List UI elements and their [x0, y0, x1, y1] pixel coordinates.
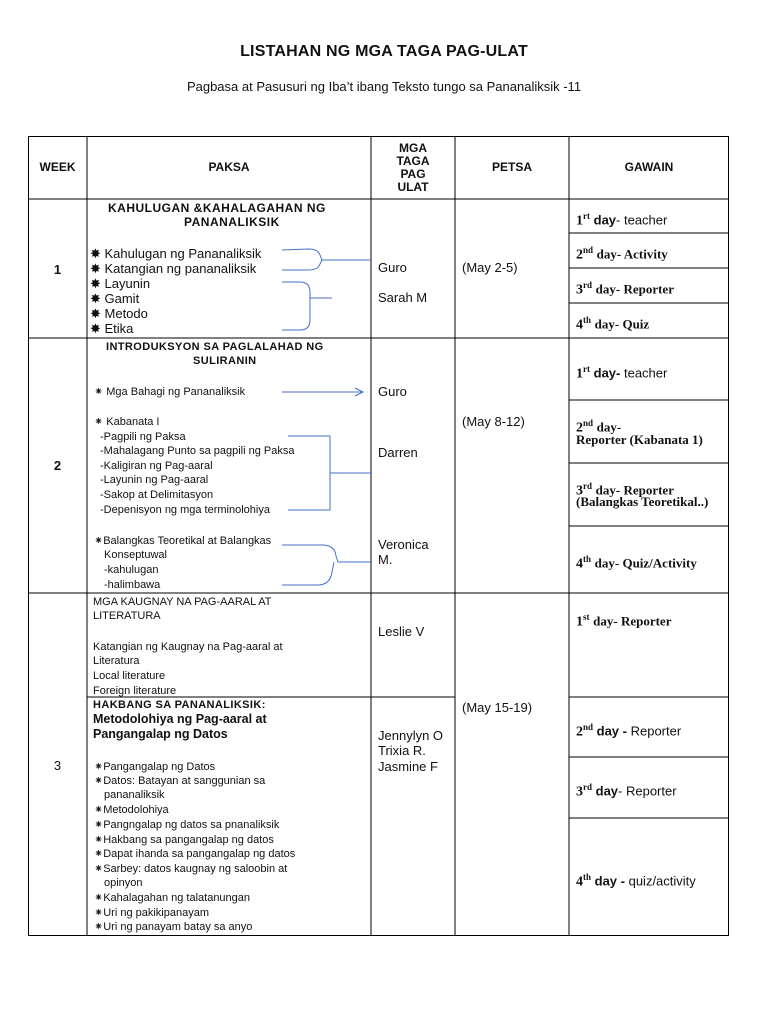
- topic-line: Literatura: [93, 655, 140, 667]
- topic-heading: KAHULUGAN &KAHALAGAHAN NG: [108, 201, 326, 215]
- topic-line: -Depenisyon ng mga terminolohiya: [100, 504, 270, 516]
- day-suffix: rd: [583, 481, 592, 491]
- list-item: ✸ Layunin: [90, 276, 151, 291]
- gawain-day-1: [576, 208, 667, 229]
- header-petsa: PETSA: [491, 160, 532, 174]
- list-item: ✸ Kahulugan ng Pananaliksik: [90, 246, 262, 261]
- topic-line: -halimbawa: [104, 579, 161, 591]
- topic-heading: PANANALIKSIK: [184, 215, 280, 229]
- gawain-day-1: [576, 609, 671, 630]
- day-task: - Reporter: [615, 482, 674, 498]
- topic-line: LITERATURA: [93, 610, 161, 622]
- header-taga-line: PAG: [400, 166, 426, 181]
- list-item: ✸ Metodo: [90, 306, 148, 321]
- gawain-day-3: [576, 779, 677, 800]
- topic-line: ⁕Dapat ihanda sa pangangalap ng datos: [94, 848, 296, 860]
- topic-line: Local literature: [93, 670, 166, 682]
- day-task: - Quiz: [614, 316, 650, 332]
- week-number: 3: [53, 758, 62, 773]
- topic-line: -Kaligiran ng Pag-aaral: [100, 460, 213, 472]
- gawain-day-4: [576, 312, 649, 333]
- reporter-name: M.: [378, 552, 393, 567]
- reporter-name: Jasmine F: [378, 759, 438, 774]
- day-word: day: [593, 212, 617, 228]
- topic-line: ⁕Balangkas Teoretikal at Balangkas: [94, 535, 272, 547]
- week-number: 2: [53, 458, 62, 473]
- header-paksa: PAKSA: [208, 160, 250, 174]
- topic-line: Konseptuwal: [104, 549, 167, 561]
- day-number: 3: [576, 784, 583, 800]
- day-number: 4: [576, 556, 583, 572]
- topic-line: ⁕Kahalagahan ng talatanungan: [94, 892, 251, 904]
- day-word: day -: [596, 723, 627, 739]
- document-subtitle: Pagbasa at Pasusuri ng Iba’t ibang Teksto tungo sa Pananaliksik -11: [186, 79, 582, 94]
- topic-line: ⁕Sarbey: datos kaugnay ng saloobin at: [94, 863, 288, 875]
- list-item-text: Etika: [104, 321, 134, 336]
- day-word: day: [596, 246, 617, 262]
- reporter-name: Trixia R.: [378, 743, 426, 758]
- header-gawain: GAWAIN: [624, 160, 674, 174]
- header-taga-line: TAGA: [396, 153, 430, 168]
- day-suffix: th: [583, 872, 592, 882]
- reporter-name: Leslie V: [378, 624, 425, 639]
- day-number: 1: [576, 366, 583, 382]
- annotation-brackets: [282, 249, 372, 585]
- date-range: (May 15-19): [462, 700, 533, 715]
- topic-line: -Sakop at Delimitasyon: [100, 489, 214, 501]
- day-number: 2: [576, 420, 583, 436]
- topic-line: pananaliksik: [104, 789, 165, 801]
- topic-heading: SULIRANIN: [193, 355, 257, 367]
- gawain-day-4: [576, 869, 696, 890]
- day-word: day: [594, 316, 615, 332]
- day-word: day: [594, 555, 615, 571]
- reporter-name: Jennylyn O: [378, 728, 444, 743]
- topic-line: Foreign literature: [93, 685, 177, 697]
- day-word: day: [595, 281, 616, 297]
- topic-heading: Pangangalap ng Datos: [93, 727, 228, 741]
- day-word: day-: [596, 419, 622, 435]
- topic-line: ⁕Hakbang sa pangangalap ng datos: [94, 834, 274, 846]
- day-suffix: rt: [583, 364, 590, 374]
- day-task: - teacher: [616, 212, 668, 228]
- topic-line: ⁕Metodolohiya: [94, 804, 169, 816]
- date-range: (May 8-12): [462, 414, 525, 429]
- reporter-name: Darren: [378, 445, 418, 460]
- gawain-day-4: [576, 551, 697, 572]
- reporter-name: Guro: [378, 384, 407, 399]
- day-suffix: nd: [583, 245, 594, 255]
- day-suffix: rt: [583, 211, 590, 221]
- day-suffix: nd: [583, 722, 594, 732]
- topic-line: ⁕Datos: Batayan at sanggunian sa: [94, 775, 266, 787]
- list-item-text: Kahulugan ng Pananaliksik: [104, 246, 262, 261]
- reporter-name: Guro: [378, 260, 407, 275]
- day-task: - Reporter: [613, 613, 672, 629]
- day-number: 2: [576, 724, 583, 740]
- reporter-name: Veronica: [378, 537, 429, 552]
- document-title: LISTAHAN NG MGA TAGA PAG-ULAT: [240, 43, 528, 60]
- day-task: Reporter: [626, 723, 682, 739]
- date-range: (May 2-5): [462, 260, 518, 275]
- day-number: 3: [576, 282, 583, 298]
- header-taga-line: MGA: [399, 140, 427, 155]
- day-suffix: nd: [583, 418, 594, 428]
- header-taga-line: ULAT: [397, 179, 429, 194]
- reporter-name: Sarah M: [378, 290, 428, 305]
- topic-line: ⁕ Mga Bahagi ng Pananaliksik: [94, 386, 246, 398]
- gawain-day-2: [576, 242, 668, 263]
- day-number: 1: [576, 213, 583, 229]
- gawain-day-3-detail: [576, 494, 708, 510]
- day-task: quiz/activity: [624, 873, 696, 889]
- day-word: day: [595, 783, 619, 799]
- gawain-day-3: [576, 277, 674, 298]
- topic-line: ⁕Pangangalap ng Datos: [94, 761, 216, 773]
- gawain-day-2-detail: [576, 432, 703, 448]
- day-task: Reporter (Kabanata 1): [576, 432, 703, 447]
- topic-line: -Layunin ng Pag-aaral: [100, 474, 209, 486]
- list-item: ✸ Katangian ng pananaliksik: [90, 261, 257, 276]
- topic-line: ⁕ Kabanata I: [94, 416, 160, 428]
- day-suffix: th: [583, 315, 592, 325]
- topic-line: opinyon: [104, 877, 143, 889]
- list-item-text: Metodo: [104, 306, 148, 321]
- topic-line: MGA KAUGNAY NA PAG-AARAL AT: [93, 596, 272, 608]
- day-suffix: rd: [583, 782, 592, 792]
- day-word: day -: [594, 873, 625, 889]
- day-number: 2: [576, 247, 583, 263]
- day-suffix: st: [583, 612, 590, 622]
- day-word: day: [595, 482, 616, 498]
- topic-line: -kahulugan: [104, 564, 159, 576]
- topic-line: -Pagpili ng Paksa: [100, 431, 186, 443]
- day-task: - Quiz/Activity: [614, 555, 697, 571]
- gawain-day-2: [576, 719, 681, 740]
- list-item-text: Gamit: [104, 291, 140, 306]
- day-task: - Reporter: [615, 281, 674, 297]
- day-number: 4: [576, 874, 583, 890]
- day-suffix: rd: [583, 280, 592, 290]
- header-mga-taga-pag-ulat: [371, 136, 455, 199]
- day-word: day: [593, 613, 614, 629]
- day-task: teacher: [620, 365, 668, 381]
- day-word: day-: [593, 365, 621, 381]
- list-item-text: Layunin: [104, 276, 151, 291]
- gawain-day-1: [576, 361, 667, 382]
- header-week: WEEK: [39, 160, 76, 174]
- topic-line: ⁕Uri ng pakikipanayam: [94, 907, 209, 919]
- week-number: 1: [53, 262, 62, 277]
- topic-heading: Metodolohiya ng Pag-aaral at: [93, 712, 267, 726]
- day-task: - Reporter: [618, 783, 677, 799]
- topic-line: Katangian ng Kaugnay na Pag-aaral at: [93, 641, 283, 653]
- topic-line: ⁕Uri ng panayam batay sa anyo: [94, 921, 253, 933]
- topic-line: -Mahalagang Punto sa pagpili ng Paksa: [100, 445, 295, 457]
- topic-heading: HAKBANG SA PANANALIKSIK:: [93, 699, 266, 711]
- day-number: 4: [576, 317, 583, 333]
- day-number: 1: [576, 614, 583, 630]
- topic-heading: INTRODUKSYON SA PAGLALAHAD NG: [106, 341, 324, 353]
- topic-line: ⁕Pangngalap ng datos sa pnanaliksik: [94, 819, 280, 831]
- list-item: ✸ Gamit: [90, 291, 140, 306]
- day-task: - Activity: [616, 246, 668, 262]
- list-item-text: Katangian ng pananaliksik: [104, 261, 257, 276]
- day-task: (Balangkas Teoretikal..): [576, 494, 709, 509]
- list-item: ✸ Etika: [90, 321, 134, 336]
- day-suffix: th: [583, 554, 592, 564]
- day-number: 3: [576, 483, 583, 499]
